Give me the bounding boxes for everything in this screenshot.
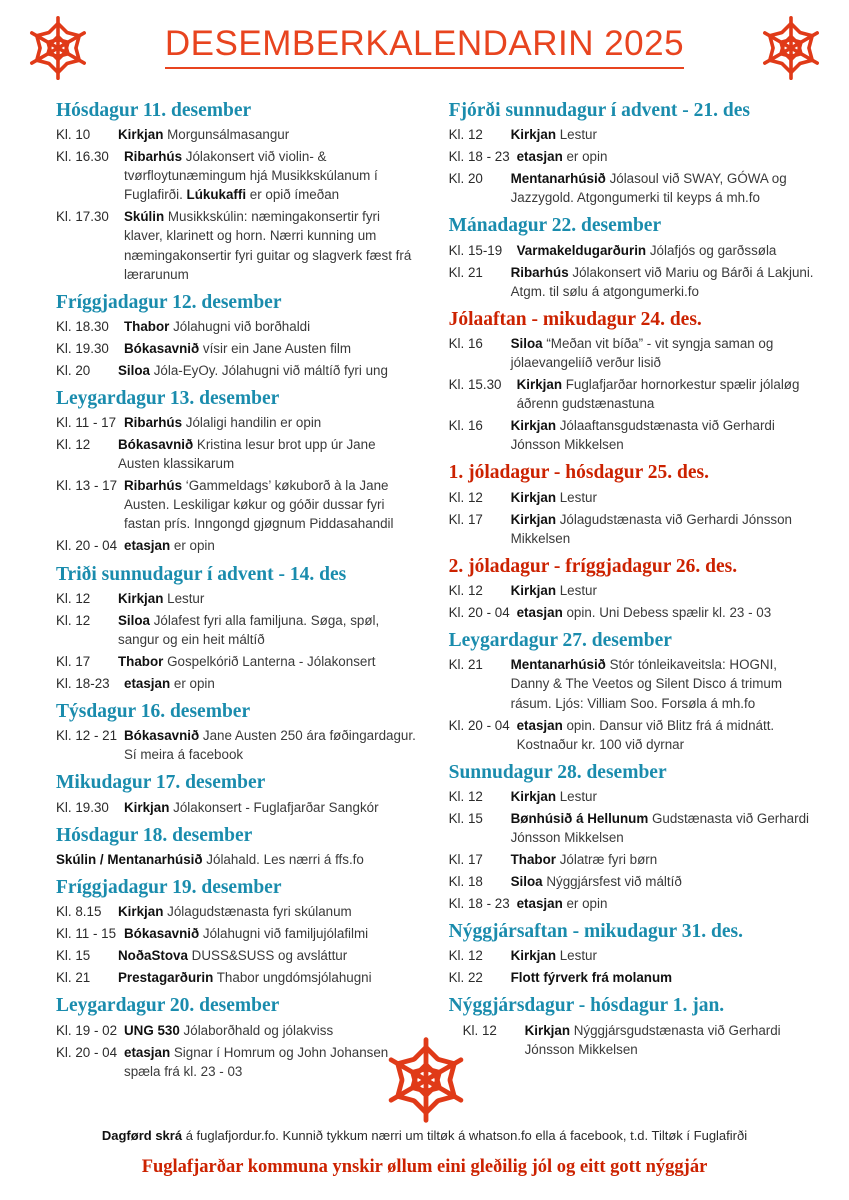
event-entry [449,169,815,207]
poster-header [0,0,849,92]
event-detail-text: Lestur [556,788,597,804]
event-venue: Kirkjan [124,799,170,815]
event-description [511,946,815,965]
event-detail-text: Jólagudstænasta fyri skúlanum [163,904,352,920]
event-description [124,674,417,693]
event-time: Kl. 15-19 [448,242,503,258]
day-block [449,554,815,622]
event-description [118,125,417,144]
event-detail-text: Jólafest fyri alla familjuna. Søga, spøl, sangur og ein heit máltíð [118,612,380,647]
event-entry [56,147,417,204]
event-venue: Ribarhús [510,264,569,280]
event-venue: Kirkjan [118,127,164,143]
event-time: Kl. 16 [448,336,483,352]
event-venue: Prestagarðurin [118,970,214,986]
event-venue: Siloa [118,612,150,628]
event-detail-text: vísir ein Jane Austen film [199,340,351,356]
event-detail-text: Kristina lesur brot upp úr Jane Austen klassikarum [118,437,376,472]
event-description [511,169,815,207]
event-time: Kl. 8.15 [56,904,102,920]
event-entry [56,1043,417,1081]
event-entry [56,536,417,555]
day-block [56,98,417,284]
event-entry [56,317,417,336]
event-description [124,1043,417,1081]
event-entry [56,850,417,869]
event-description [511,581,815,600]
event-detail-text: Nýggjársfest við máltíð [542,874,682,890]
event-entry [449,894,815,913]
event-description [124,798,417,817]
event-venue: etasjan [516,717,563,733]
event-venue: Kirkjan [510,418,557,434]
day-heading: Hósdagur 11. desember [56,100,252,121]
event-time: Kl. 16 [448,418,483,434]
event-detail-text: Jólatræ fyri børn [556,852,658,867]
event-time: Kl. 18 - 23 [448,149,510,165]
event-entry [449,334,815,372]
event-entry [56,1021,417,1040]
snowflake-icon [378,1032,474,1128]
event-detail-text: er opin [170,538,215,554]
event-time: Kl. 19.30 [56,799,109,815]
calendar-column-right [449,92,815,1092]
event-detail-text: Jólakonsert við Mariu og Bárði á Lakjuni. Atgm. til sølu á atgongumerki.fo [510,264,814,299]
event-venue: Mentanarhúsið [510,171,606,187]
event-venue: Thabor [124,318,170,334]
event-time: Kl. 16.30 [56,149,109,165]
event-venue: Skúlin [124,209,165,225]
event-entry [56,589,417,608]
event-venue: etasjan [124,1044,171,1060]
event-time: Kl. 19 - 02 [56,1022,118,1038]
event-detail-text: Nýggjársgudstænasta við Gerhardi Jónsson Mikkelsen [524,1022,781,1057]
event-entry [449,850,815,869]
event-venue: Ribarhús [124,415,183,431]
footer-info-line [30,1127,819,1145]
event-venue: Flott fýrverk frá molanum [510,970,673,986]
event-venue: Kirkjan [510,489,557,505]
event-detail-text: Lestur [556,489,597,505]
event-time: Kl. 15.30 [448,377,502,393]
event-venue: UNG 530 [124,1022,180,1038]
event-entry [56,125,417,144]
event-entry [56,726,417,764]
event-entry [463,1021,815,1059]
event-venue: etasjan [124,538,171,554]
event-detail-text: Lestur [556,127,597,143]
event-entry [449,968,815,987]
event-description [511,968,815,987]
event-description [525,1021,815,1059]
event-venue: Kirkjan [510,583,557,599]
day-heading: Leygardagur 27. desember [448,630,672,652]
event-description [511,787,815,806]
event-description [511,872,815,891]
event-venue: etasjan [516,896,563,912]
event-time: Kl. 21 [56,970,91,986]
event-detail-text: er opin [170,675,215,691]
event-detail-text: Stór tónleikaveitsla: HOGNI, Danny & The Veetos og Silent Disco á trimum rásum. Ljós: Villiam Soo. Forsøla á mh.fo [510,657,783,711]
event-description [124,413,417,432]
event-description [124,339,417,358]
event-time: Kl. 17 [56,653,91,669]
day-heading: Sunnudagur 28. desember [448,761,667,783]
day-block [56,699,417,764]
day-heading: Triði sunnudagur í advent - 14. des [56,563,347,585]
event-detail-text: Jólahugni við borðhaldi [169,318,311,334]
event-entry [449,716,815,754]
event-entry [449,872,815,891]
event-venue: Kirkjan [118,904,164,920]
event-time: Kl. 20 - 04 [448,605,510,621]
event-detail-text: Lestur [556,583,597,599]
event-entry [449,241,815,260]
footer-info-bold: Dagførd skrá [101,1127,183,1143]
event-venue: Bókasavnið [124,926,200,942]
event-detail-text: ‘Gammeldags’ køkuborð à la Jane Austen. Leskiligar køkur og góðir dussar fyri fastan prís. Inngongd gjøgnum Piddasahandil [124,478,394,532]
event-venue: Mentanarhúsið [510,657,606,673]
event-detail-text: Musikkskúlin: næmingakonsertir fyri klaver, klarinett og horn. Nærri kunning um næmingakonsertir fyri guitar og slagverk fæst frá lærarunum [124,209,412,282]
day-block [56,875,417,987]
event-description [511,125,815,144]
event-venue: Kirkjan [118,590,164,606]
event-venue: Kirkjan [510,127,557,143]
event-venue: Varmakeldugarðurin [516,242,647,258]
event-time: Kl. 17.30 [56,209,109,225]
footer-info-rest: á fuglafjordur.fo. Kunnið tykkum nærri um tiltøk á whatson.fo ella á facebook, t.d. Tiltøk í Fuglafirði [182,1127,748,1143]
event-time: Kl. 20 [56,362,91,378]
event-time: Kl. 17 [448,852,483,867]
event-time: Kl. 12 [448,788,483,804]
event-time: Kl. 12 [448,583,483,599]
day-block [56,290,417,380]
event-time: Kl. 15 [56,948,91,964]
event-detail-text: Jólasoul við SWAY, GÓWA og Jazzygold. Atgongumerki til keyps á mh.fo [510,171,787,206]
event-detail-text: Signar í Homrum og John Johansen spæla frá kl. 23 - 03 [124,1044,389,1079]
day-block [449,213,815,300]
event-detail-text: er opin [562,896,608,912]
event-description [517,375,815,413]
event-detail-text: Jólaborðhald og jólakviss [179,1022,334,1038]
event-detail-text: Thabor ungdómsjólahugni [213,970,372,986]
event-entry [449,655,815,712]
event-entry [56,435,417,473]
event-description [124,476,417,533]
event-venue: Kirkjan [524,1022,571,1038]
event-entry [449,125,815,144]
event-time: Kl. 21 [448,264,483,280]
event-entry [449,375,815,413]
day-block [449,760,815,914]
day-heading: Nýggjársdagur - hósdagur 1. jan. [448,995,725,1017]
day-heading: Jólaaftan - mikudagur 24. des. [448,308,702,330]
day-heading: Mikudagur 17. desember [56,772,266,794]
event-entry [56,413,417,432]
event-description [124,726,417,764]
event-description [118,361,417,380]
day-heading: Mánadagur 22. desember [448,215,662,237]
event-time: Kl. 15 [448,810,483,826]
day-block [56,386,417,556]
event-entry [56,902,417,921]
day-block [56,823,417,869]
event-venue: Siloa [510,336,543,352]
event-description [511,263,815,301]
event-description [511,416,815,454]
event-time: Kl. 12 [448,127,483,143]
event-description [511,850,815,869]
event-time: Kl. 18.30 [56,318,109,334]
event-venue: Kirkjan [510,788,557,804]
event-entry [449,488,815,507]
event-detail-text: Jólakonsert - Fuglafjarðar Sangkór [169,799,379,815]
event-venue-secondary: Lúkukaffi [186,187,247,203]
event-entry [56,798,417,817]
event-detail-text-secondary: er opið ímeðan [246,187,340,203]
event-entry [449,416,815,454]
day-heading: Fríggjadagur 19. desember [56,877,282,899]
day-heading: Fríggjadagur 12. desember [56,291,282,313]
event-description [118,968,417,987]
day-heading: Fjórði sunnudagur í advent - 21. des [448,100,751,121]
event-entry [449,510,815,548]
event-entry [449,787,815,806]
event-entry [56,652,417,671]
event-time: Kl. 21 [448,657,483,673]
event-time: Kl. 20 - 04 [56,1044,118,1060]
event-detail-text: Lestur [163,590,205,606]
event-entry [56,946,417,965]
day-heading: Leygardagur 13. desember [56,387,280,409]
event-detail-text: opin. Uni Debess spælir kl. 23 - 03 [562,605,772,621]
event-entry [449,809,815,847]
event-description [511,809,815,847]
event-time: Kl. 12 [448,489,483,505]
event-entry [56,674,417,693]
event-venue: etasjan [516,605,563,621]
event-time: Kl. 18 - 23 [448,896,510,912]
event-entry [56,924,417,943]
event-detail-text: Jólahugni við familjujólafilmi [199,926,369,942]
event-venue: Bókasavnið [118,437,194,453]
day-heading: Hósdagur 18. desember [56,824,253,846]
day-heading: Nýggjársaftan - mikudagur 31. des. [448,921,743,943]
event-time: Kl. 18 [448,874,483,890]
day-block [56,770,417,816]
event-entry [449,946,815,965]
calendar-columns [0,92,849,1092]
event-description [124,147,417,204]
event-description [118,946,417,965]
event-detail-text: Morgunsálmasangur [163,127,290,143]
event-description [517,716,815,754]
snowflake-icon [755,12,827,84]
event-time: Kl. 12 [56,590,91,606]
day-heading: 1. jóladagur - hósdagur 25. des. [448,462,710,484]
day-block [449,919,815,987]
event-time: Kl. 12 [448,948,483,964]
event-time: Kl. 13 - 17 [56,478,118,494]
event-venue: Bókasavnið [124,728,200,744]
event-entry [56,476,417,533]
day-heading: Leygardagur 20. desember [56,995,280,1017]
poster-footer [0,1127,849,1178]
snowflake-icon [22,12,94,84]
event-description [124,1021,417,1040]
event-detail-text: Jólaaftansgudstænasta við Gerhardi Jónsson Mikkelsen [510,418,775,453]
event-entry [56,207,417,283]
event-time: Kl. 22 [448,970,483,986]
event-description [118,589,417,608]
event-venue: NoðaStova [118,948,188,964]
event-detail-text: Jólagudstænasta við Gerhardi Jónsson Mikkelsen [510,511,792,546]
event-venue: Kirkjan [510,948,557,964]
event-detail-text: Jólakonsert við violin- & tvørfloytunæmingum hjá Musikkskúlanum í Fuglafirði. [124,149,378,203]
event-description [511,655,815,712]
day-block [449,993,815,1058]
event-venue: etasjan [516,149,563,165]
event-entry [449,603,815,622]
event-venue: Kirkjan [516,377,563,393]
event-entry [56,361,417,380]
event-time: Kl. 10 [56,127,91,143]
event-detail-text: DUSS&SUSS og avsláttur [187,948,348,964]
event-description [124,207,417,283]
event-time: Kl. 20 - 04 [448,717,510,733]
day-heading: 2. jóladagur - fríggjadagur 26. des. [448,555,738,577]
event-venue: Thabor [510,852,556,867]
event-venue: Siloa [510,874,543,890]
day-heading: Týsdagur 16. desember [56,700,251,722]
event-time: Kl. 12 - 21 [56,728,118,744]
event-detail-text: “Meðan vit bíða” - vit syngja saman og jólaevangeliíð verður lisið [510,336,774,371]
day-block [449,307,815,455]
event-entry [56,611,417,649]
event-time: Kl. 12 [462,1022,497,1038]
event-venue: Skúlin / Mentanarhúsið [56,852,203,867]
event-description [517,894,815,913]
day-block [449,460,815,547]
event-detail-text: Gudstænasta við Gerhardi Jónsson Mikkelsen [510,810,810,845]
day-block [449,628,815,753]
footer-greeting: Fuglafjarðar kommuna ynskir øllum eini gleðilig jól og eitt gott nýggjár [141,1157,708,1177]
event-description [124,317,417,336]
calendar-column-left [56,92,417,1092]
event-time: Kl. 20 [448,171,483,187]
event-venue: etasjan [124,675,171,691]
event-time: Kl. 17 [448,511,483,527]
event-description [118,435,417,473]
event-entry [449,147,815,166]
event-description [56,850,417,869]
event-description [517,147,815,166]
page-title: DESEMBERKALENDARIN 2025 [165,24,684,69]
day-block [56,562,417,693]
day-block [449,98,815,207]
event-time: Kl. 12 [56,437,91,453]
event-description [124,536,417,555]
event-description [517,241,815,260]
event-description [118,611,417,649]
event-detail-text: er opin [562,149,608,165]
event-venue: Ribarhús [124,478,183,494]
event-detail-text: Gospelkórið Lanterna - Jólakonsert [163,653,376,669]
event-time: Kl. 18-23 [56,675,110,691]
event-detail-text: Jóla-EyOy. Jólahugni við máltíð fyri ung [150,362,388,378]
event-time: Kl. 12 [56,612,91,628]
event-detail-text: Jane Austen 250 ára føðingardagur. Sí meira á facebook [124,728,416,763]
event-time: Kl. 11 - 15 [56,926,117,942]
event-venue: Bønhúsið á Hellunum [510,810,649,826]
event-description [124,924,417,943]
event-detail-text: Lestur [556,948,597,964]
event-entry [449,263,815,301]
event-venue: Ribarhús [124,149,183,165]
event-description [118,902,417,921]
event-detail-text: Jólafjós og garðssøla [646,242,777,258]
event-venue: Siloa [118,362,150,378]
event-entry [56,968,417,987]
event-description [511,334,815,372]
event-entry [56,339,417,358]
event-time: Kl. 19.30 [56,340,109,356]
day-block [56,993,417,1080]
event-description [118,652,417,671]
event-description [511,488,815,507]
event-detail-text: Jólaligi handilin er opin [182,415,322,431]
event-venue: Thabor [118,653,164,669]
event-time: Kl. 11 - 17 [56,415,117,431]
event-detail-text: Jólahald. Les nærri á ffs.fo [202,852,364,867]
event-detail-text: Fuglafjarðar hornorkestur spælir jólaløg áðrenn gudstænastuna [516,377,800,412]
event-time: Kl. 20 - 04 [56,538,118,554]
event-description [511,510,815,548]
event-description [517,603,815,622]
event-venue: Kirkjan [510,511,557,527]
event-entry [449,581,815,600]
event-detail-text: opin. Dansur við Blitz frá á midnátt. Kostnaður kr. 100 við dyrnar [516,717,775,752]
event-venue: Bókasavnið [124,340,200,356]
